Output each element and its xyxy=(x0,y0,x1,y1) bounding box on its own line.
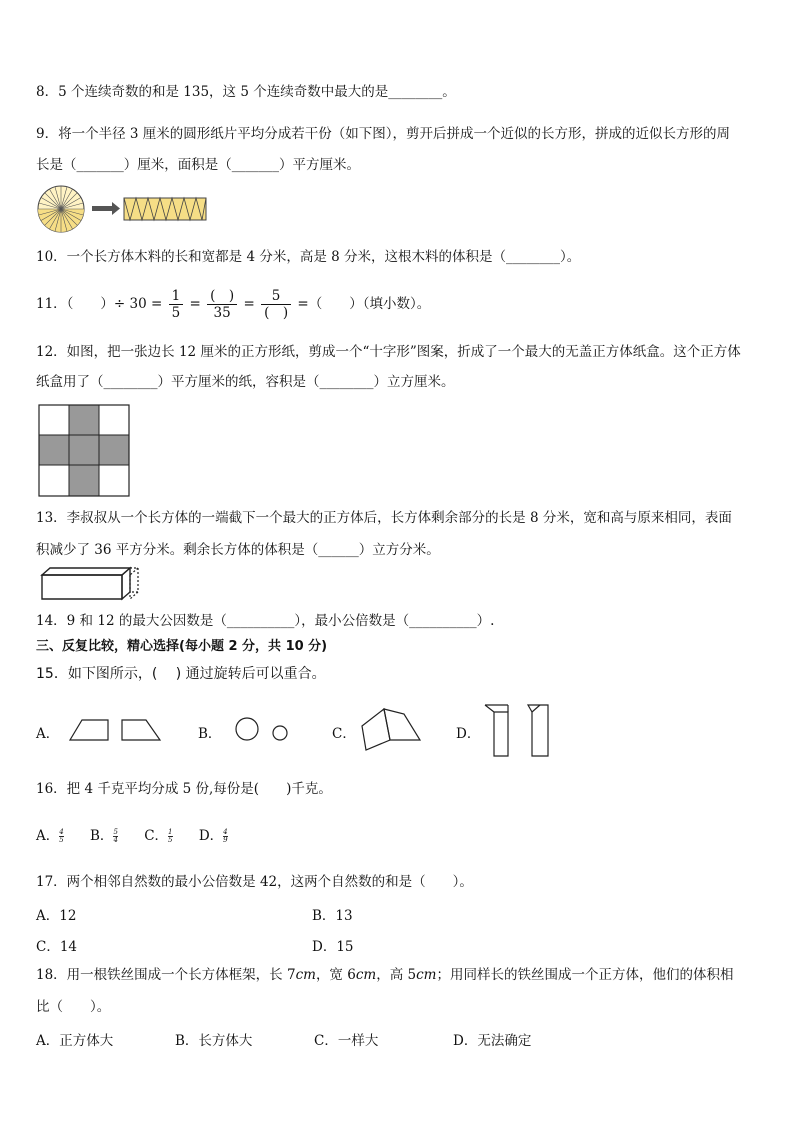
circle-to-rectangle-figure xyxy=(36,184,216,234)
q18-option-c[interactable]: C．一样大 xyxy=(314,1033,379,1049)
fraction-1-numerator: 1 xyxy=(169,288,184,305)
q16-option-d[interactable] xyxy=(199,828,228,844)
question-9-line-1: 9．将一个半径 3 厘米的圆形纸片平均分成若干份（如下图），剪开后拼成一个近似的长方形，拼成的近似长方形的周 xyxy=(36,126,731,142)
q16-options xyxy=(36,824,228,844)
q16-option-d-num: 4 xyxy=(223,828,228,836)
q11-prefix: 11．（ ）÷ 30 = xyxy=(36,296,163,312)
fraction-3-denominator: ( ) xyxy=(264,305,289,321)
option-c-quadrilaterals-figure xyxy=(356,704,426,754)
question-13-line-2: 积减少了 36 平方分米。剩余长方体的体积是（______）立方分米。 xyxy=(36,542,440,558)
q15-option-a[interactable]: A． xyxy=(36,726,60,742)
q16-option-c-label: C． xyxy=(144,828,169,844)
q16-option-d-fraction xyxy=(223,829,227,844)
q18-option-b[interactable]: B．长方体大 xyxy=(175,1033,253,1049)
q16-option-c-fraction xyxy=(168,829,172,844)
fraction-2-numerator: ( ) xyxy=(207,288,237,305)
fraction-3-numerator: 5 xyxy=(261,288,291,305)
q16-option-c-num: 1 xyxy=(168,828,173,836)
question-18-line-2: 比（ ）。 xyxy=(36,999,111,1015)
question-13-line-1: 13．李叔叔从一个长方体的一端截下一个最大的正方体后，长方体剩余部分的长是 8 分米，宽和高与原来相同，表面 xyxy=(36,510,732,526)
q18-text-a: 18．用一根铁丝围成一个长方体框架，长 7 xyxy=(36,967,296,983)
cuboid-cut-figure xyxy=(38,565,148,601)
question-8: 8．5 个连续奇数的和是 135，这 5 个连续奇数中最大的是________。 xyxy=(36,84,456,100)
q17-option-c[interactable]: C．14 xyxy=(36,939,78,955)
question-15: 15．如下图所示，( ) 通过旋转后可以重合。 xyxy=(36,666,326,682)
q16-option-c[interactable] xyxy=(144,828,172,844)
q16-option-a-fraction xyxy=(59,829,63,844)
q16-option-b-label: B． xyxy=(90,828,114,844)
q15-option-c[interactable]: C． xyxy=(332,726,356,742)
q18-text-c: ，高 5 xyxy=(376,967,417,983)
question-18-line-1 xyxy=(36,966,733,984)
option-a-trapezoids-figure xyxy=(66,716,166,744)
question-9-line-2: 长是（_______）厘米，面积是（_______）平方厘米。 xyxy=(36,157,360,173)
q16-option-b-den: 4 xyxy=(113,836,118,844)
q16-option-b[interactable] xyxy=(90,828,118,844)
question-14: 14．9 和 12 的最大公因数是（__________），最小公倍数是（__________）. xyxy=(36,613,495,629)
q15-option-d[interactable]: D． xyxy=(456,726,481,742)
q18-unit-cm-3: cm xyxy=(416,967,437,983)
fraction-2-denominator: 35 xyxy=(213,305,231,321)
cross-shape-grid-figure xyxy=(38,404,130,498)
fraction-3 xyxy=(261,288,291,321)
q16-option-b-num: 5 xyxy=(113,828,118,836)
q15-option-b[interactable]: B． xyxy=(198,726,222,742)
question-10: 10．一个长方体木料的长和宽都是 4 分米，高是 8 分米，这根木料的体积是（________）。 xyxy=(36,249,581,265)
q16-option-a[interactable] xyxy=(36,828,64,844)
q17-option-b[interactable]: B．13 xyxy=(312,908,353,924)
q16-option-a-num: 4 xyxy=(59,828,64,836)
q16-option-d-label: D． xyxy=(198,828,224,844)
q18-unit-cm-2: cm xyxy=(355,967,377,983)
option-b-circles-figure xyxy=(232,714,292,746)
q18-option-d[interactable]: D．无法确定 xyxy=(453,1033,532,1049)
q16-option-a-den: 5 xyxy=(59,836,64,844)
q11-suffix: =（ ）（填小数）。 xyxy=(297,296,431,312)
q17-option-a[interactable]: A．12 xyxy=(36,908,77,924)
question-17: 17．两个相邻自然数的最小公倍数是 42，这两个自然数的和是（ ）。 xyxy=(36,874,473,890)
q18-option-a[interactable]: A．正方体大 xyxy=(36,1033,114,1049)
fraction-1-denominator: 5 xyxy=(171,305,181,321)
q11-equals-2: = xyxy=(243,296,255,312)
section-3-title: 三、反复比较，精心选择(每小题 2 分，共 10 分) xyxy=(36,639,328,654)
question-12-line-2: 纸盒用了（________）平方厘米的纸，容积是（________）立方厘米。 xyxy=(36,374,455,390)
q18-text-b: ，宽 6 xyxy=(315,967,356,983)
question-12-line-1: 12．如图，把一张边长 12 厘米的正方形纸，剪成一个“十字形”图案，折成了一个最大的无盖正方体纸盒。这个正方体 xyxy=(36,344,741,360)
option-d-l-shapes-figure xyxy=(482,702,554,758)
question-11 xyxy=(36,284,430,324)
question-16: 16．把 4 千克平均分成 5 份,每份是( )千克。 xyxy=(36,781,332,797)
q16-option-c-den: 5 xyxy=(168,836,173,844)
fraction-2 xyxy=(207,288,237,321)
q18-unit-cm-1: cm xyxy=(295,967,316,983)
q16-option-d-den: 9 xyxy=(223,836,228,844)
q18-text-d: ；用同样长的铁丝围成一个正方体，他们的体积相 xyxy=(436,967,734,983)
q16-option-a-label: A． xyxy=(36,828,60,844)
q11-equals-1: = xyxy=(189,296,201,312)
q17-option-d[interactable]: D．15 xyxy=(312,939,354,955)
fraction-1 xyxy=(169,288,184,321)
q16-option-b-fraction xyxy=(113,829,117,844)
